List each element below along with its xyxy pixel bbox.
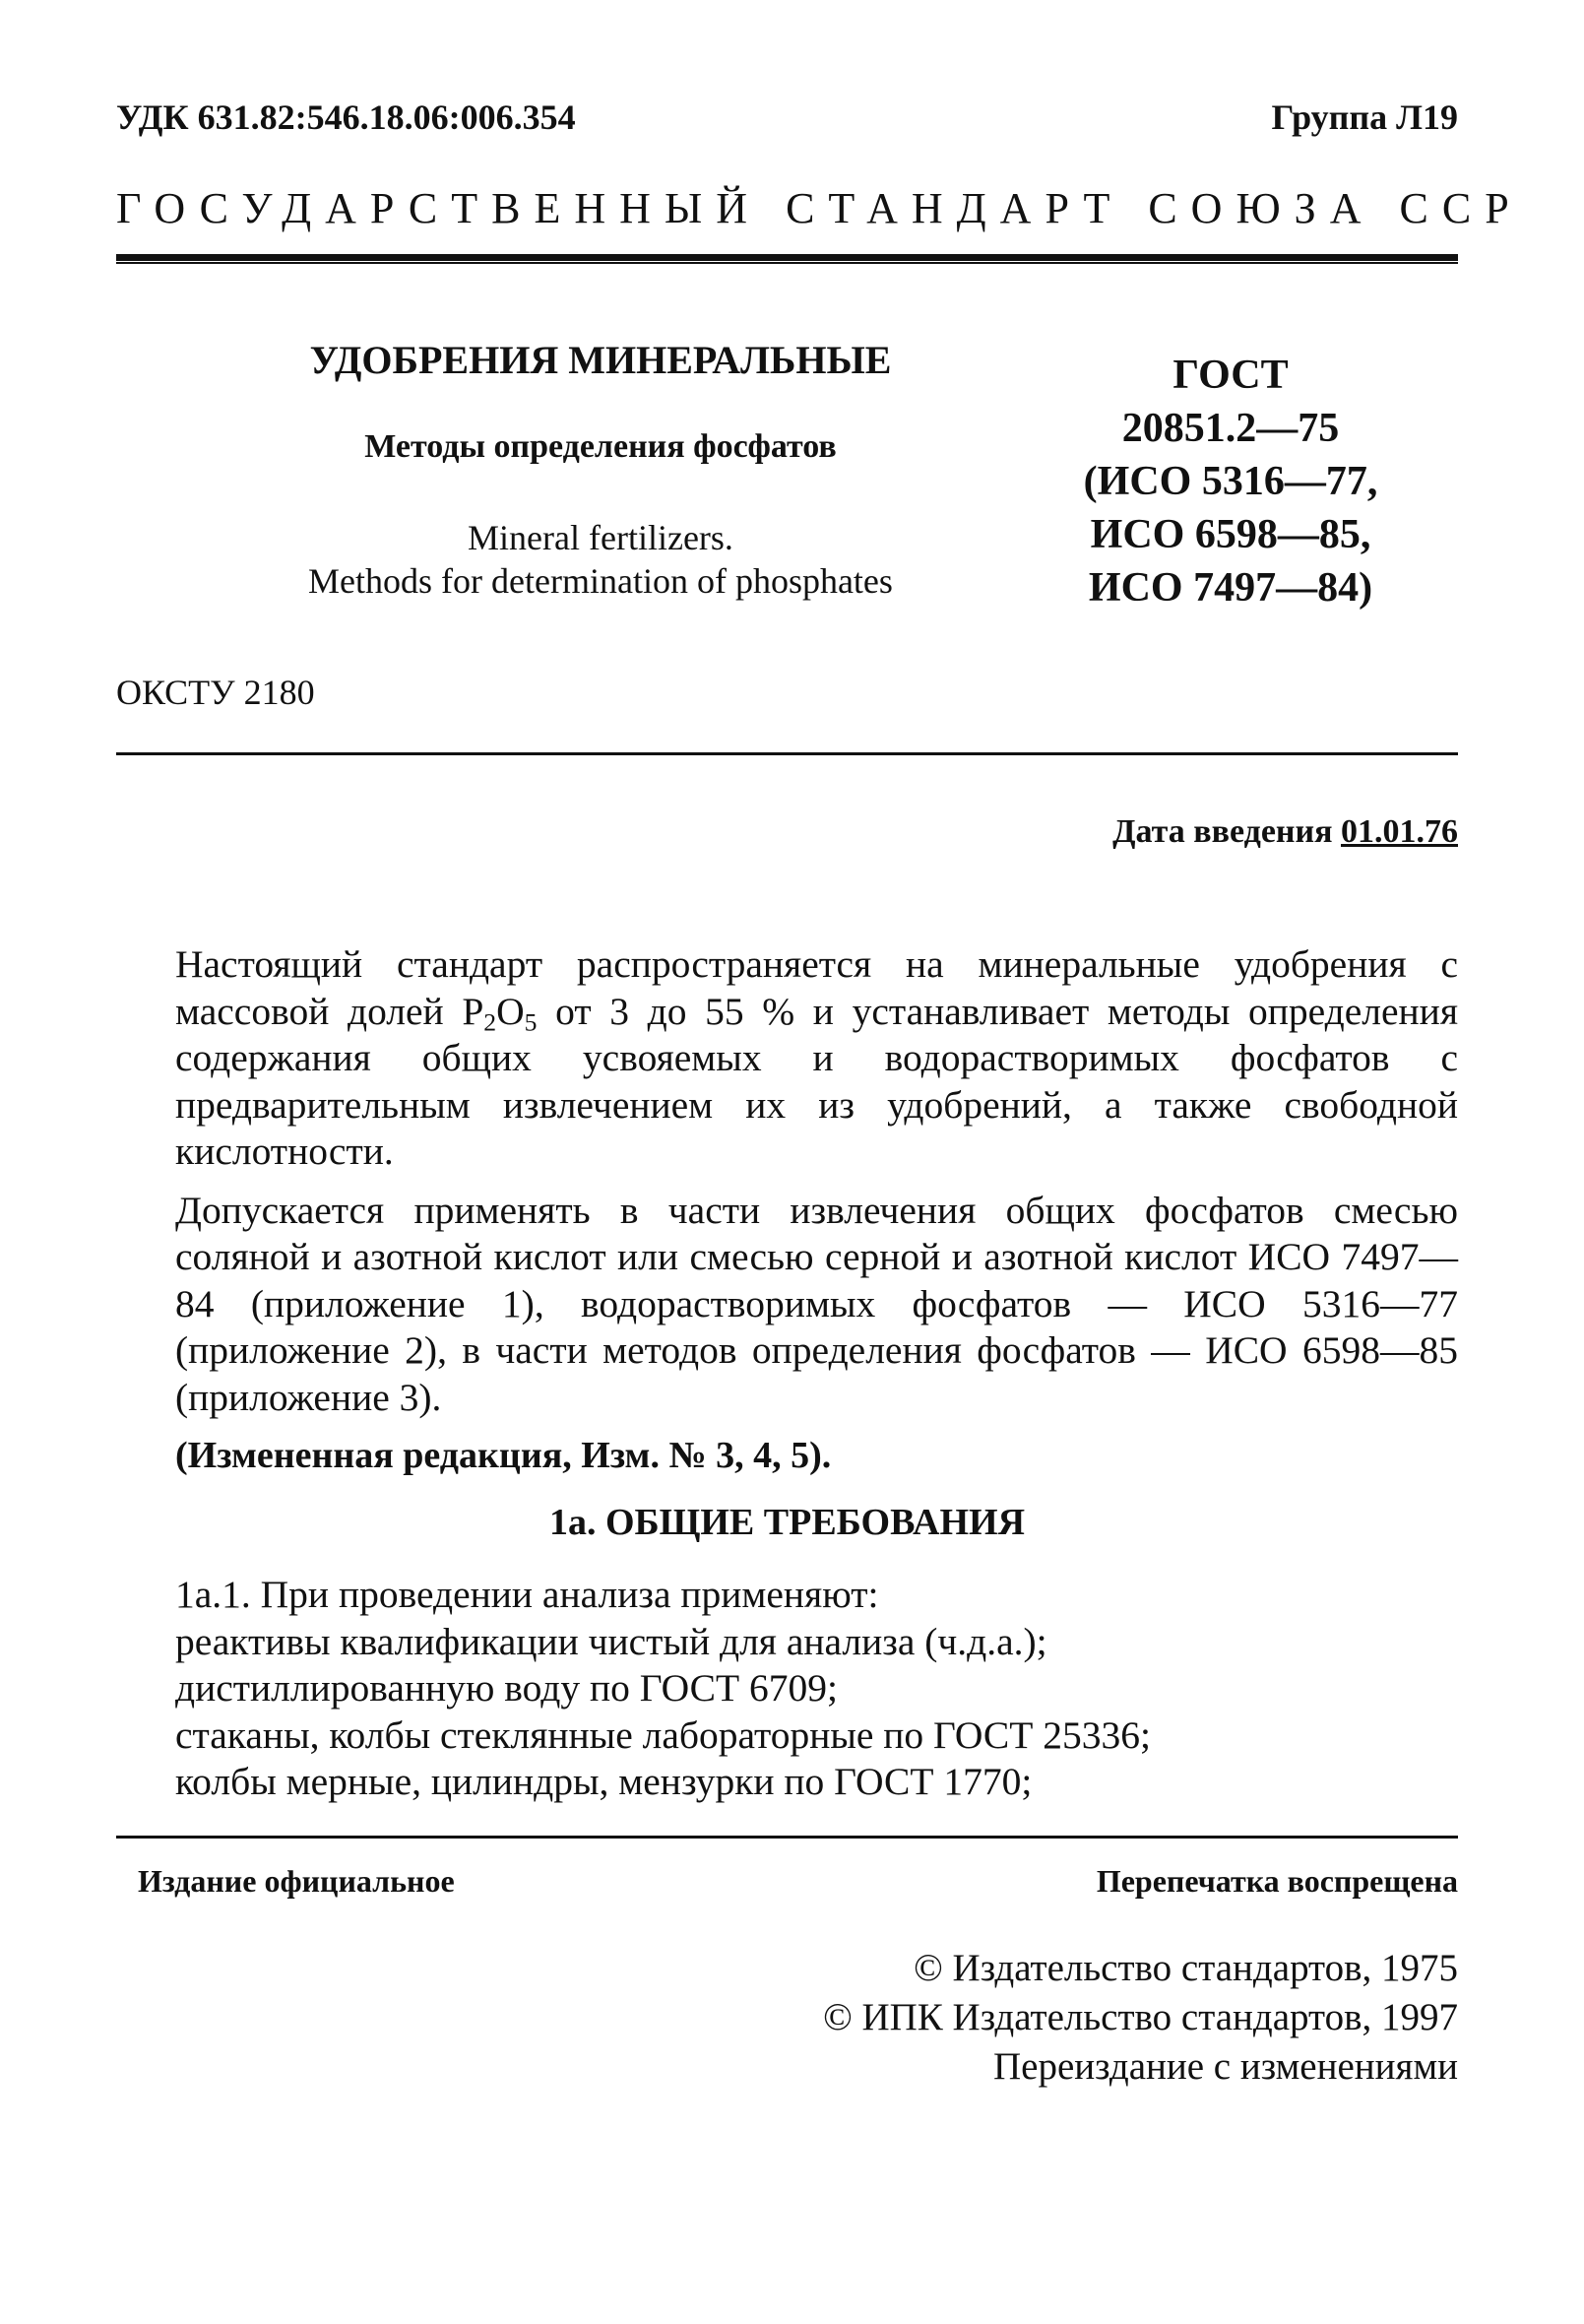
paragraph-scope: [175, 941, 1458, 1176]
formula-subscript-2: 5: [524, 1006, 538, 1036]
list-item: дистиллированную воду по ГОСТ 6709;: [175, 1666, 838, 1710]
formula-oxygen: O: [496, 989, 525, 1033]
mid-rule: [116, 752, 1458, 755]
section-title: 1а. ОБЩИЕ ТРЕБОВАНИЯ: [548, 1502, 1026, 1543]
introduction-date: [1112, 813, 1458, 851]
reissue-note: Переиздание с изменениями: [993, 2045, 1458, 2088]
gost-designation: [1024, 349, 1437, 614]
paragraph-scope-end: от 3 до 55 % и устанавливает методы определения содержания общих усвояемых и водорастворимых фосфатов с предварительным извлечением их из удобрений, а также свободной кислотности.: [175, 989, 1458, 1173]
udk-code: УДК 631.82:546.18.06:006.354: [116, 97, 576, 137]
official-edition: Издание официальное: [138, 1863, 455, 1899]
body-text: [175, 941, 1458, 1480]
gost-line-1: ГОСТ: [1172, 353, 1289, 398]
list-item: колбы мерные, цилиндры, мензурки по ГОСТ 1770;: [175, 1760, 1033, 1803]
list-item: 1а.1. При проведении анализа применяют:: [175, 1573, 879, 1616]
requirements-list: [175, 1572, 1458, 1806]
gost-line-3: (ИСО 5316—77,: [1083, 459, 1378, 504]
list-item: стаканы, колбы стеклянные лабораторные по ГОСТ 25336;: [175, 1712, 1151, 1757]
english-title-line-2: Methods for determination of phosphates: [308, 561, 893, 601]
copyright-1975: © Издательство стандартов, 1975: [914, 1947, 1458, 1989]
list-item: реактивы квалификации чистый для анализа (ч.д.а.);: [175, 1619, 1047, 1663]
copyright-1997: © ИПК Издательство стандартов, 1997: [823, 1996, 1458, 2038]
english-title: [197, 516, 1004, 603]
english-title-line-1: Mineral fertilizers.: [468, 518, 733, 557]
header-rule-thick: [116, 254, 1458, 261]
formula-subscript-1: 2: [483, 1006, 497, 1036]
copyright-block: [823, 1944, 1458, 2092]
gost-line-5: ИСО 7497—84): [1088, 565, 1373, 611]
okstu-code: ОКСТУ 2180: [116, 673, 315, 712]
gost-line-4: ИСО 6598—85,: [1090, 512, 1371, 557]
gost-line-2: 20851.2—75: [1121, 406, 1340, 451]
document-title: УДОБРЕНИЯ МИНЕРАЛЬНЫЕ: [309, 338, 892, 382]
footer-rule: [116, 1836, 1458, 1839]
header-rule-thin: [116, 262, 1458, 264]
reprint-notice: Перепечатка воспрещена: [1096, 1863, 1458, 1899]
date-value: 01.01.76: [1341, 813, 1458, 850]
group-code: Группа Л19: [1271, 97, 1458, 137]
title-block: [197, 335, 1004, 603]
amendment-note: (Измененная редакция, Изм. № 3, 4, 5).: [175, 1435, 832, 1476]
date-label: Дата введения: [1112, 813, 1333, 850]
paragraph-scope-start: Настоящий стандарт распространяется на минеральные удобрения с массовой долей P: [175, 942, 1458, 1033]
state-standard-heading: ГОСУДАРСТВЕННЫЙ СТАНДАРТ СОЮЗА ССР: [116, 184, 1523, 232]
paragraph-iso: Допускается применять в части извлечения общих фосфатов смесью соляной и азотной кислот или смесью серной и азотной кислот ИСО 7497—84 (приложение 1), водорастворимых фосфатов — ИСО 5316—77 (приложение 2), в части методов определения фосфатов — ИСО 6598—85 (приложение 3).: [175, 1188, 1458, 1419]
document-subtitle: Методы определения фосфатов: [364, 428, 837, 465]
